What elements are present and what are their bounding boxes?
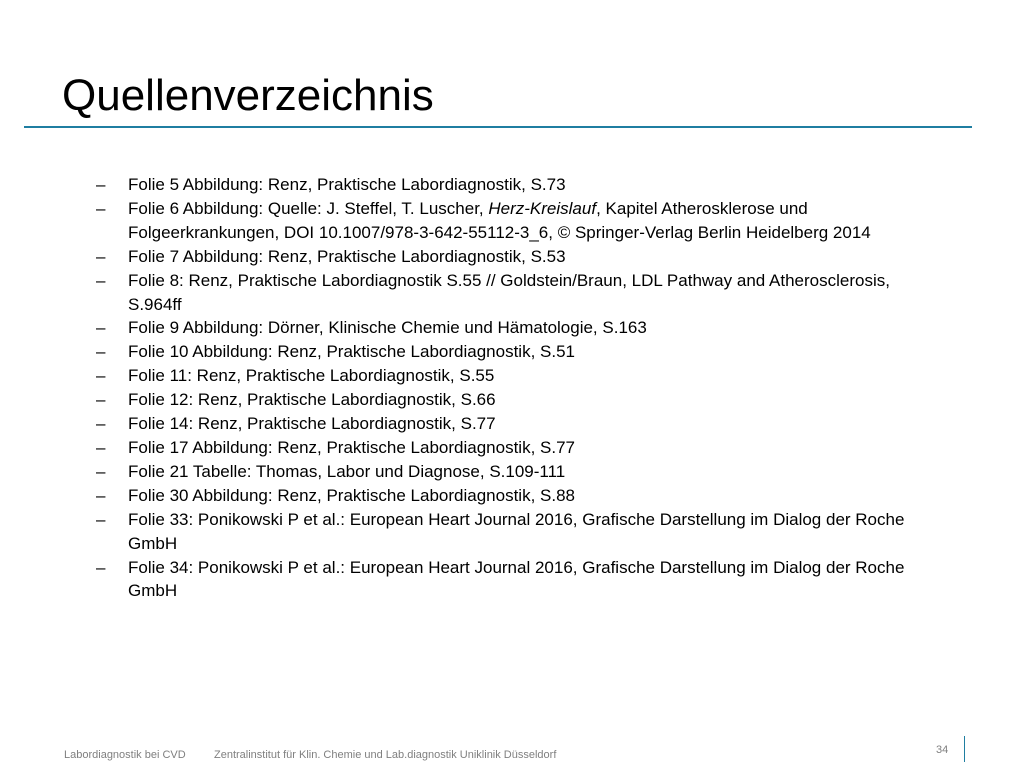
reference-segment: Folie 11: Renz, Praktische Labordiagnostik, S.55 <box>128 366 495 386</box>
dash-bullet-icon: – <box>96 437 106 457</box>
reference-segment: Folie 7 Abbildung: Renz, Praktische Labordiagnostik, S.53 <box>128 246 566 266</box>
reference-item <box>90 460 920 484</box>
reference-text <box>128 199 871 242</box>
reference-segment: Folie 9 Abbildung: Dörner, Klinische Chemie und Hämatologie, S.163 <box>128 318 647 338</box>
reference-segment: Folie 12: Renz, Praktische Labordiagnostik, S.66 <box>128 390 496 410</box>
reference-text <box>128 175 566 194</box>
reference-text <box>128 558 904 601</box>
reference-item <box>90 245 920 269</box>
dash-bullet-icon: – <box>96 461 106 481</box>
reference-segment: Folie 33: Ponikowski P et al.: European Heart Journal 2016, Grafische Darstellung im Dialog der Roche GmbH <box>128 509 905 553</box>
reference-text <box>128 438 575 457</box>
dash-bullet-icon: – <box>96 509 106 529</box>
reference-text <box>128 271 890 314</box>
dash-bullet-icon: – <box>96 366 106 386</box>
reference-text <box>128 342 575 361</box>
title-divider <box>24 126 972 128</box>
slide-title: Quellenverzeichnis <box>62 71 434 120</box>
reference-item <box>90 436 920 460</box>
reference-item <box>90 556 920 604</box>
reference-segment: Folie 14: Renz, Praktische Labordiagnostik, S.77 <box>128 414 496 434</box>
reference-segment: Folie 17 Abbildung: Renz, Praktische Labordiagnostik, S.77 <box>128 437 575 457</box>
reference-text <box>128 510 904 553</box>
reference-segment: Folie 30 Abbildung: Renz, Praktische Labordiagnostik, S.88 <box>128 485 575 505</box>
reference-segment: Folie 5 Abbildung: Renz, Praktische Labordiagnostik, S.73 <box>128 175 566 194</box>
reference-segment: Folie 10 Abbildung: Renz, Praktische Labordiagnostik, S.51 <box>128 342 575 362</box>
reference-segment: Folie 21 Tabelle: Thomas, Labor und Diagnose, S.109-111 <box>128 461 566 481</box>
footer-institute: Zentralinstitut für Klin. Chemie und Lab.diagnostik Uniklinik Düsseldorf <box>214 749 557 761</box>
reference-segment: Folie 6 Abbildung: Quelle: J. Steffel, T. Luscher, <box>128 198 489 218</box>
dash-bullet-icon: – <box>96 557 106 577</box>
reference-list <box>90 173 920 603</box>
reference-segment: Folie 34: Ponikowski P et al.: European Heart Journal 2016, Grafische Darstellung im Dialog der Roche GmbH <box>128 557 905 601</box>
footer-divider <box>964 736 965 762</box>
reference-item <box>90 269 920 317</box>
reference-text <box>128 390 496 409</box>
reference-item <box>90 173 920 197</box>
dash-bullet-icon: – <box>96 390 106 410</box>
dash-bullet-icon: – <box>96 175 106 194</box>
dash-bullet-icon: – <box>96 270 106 290</box>
reference-title-italic: Herz-Kreislauf <box>488 198 597 218</box>
dash-bullet-icon: – <box>96 414 106 434</box>
reference-item <box>90 340 920 364</box>
reference-segment: , Kapitel Atherosklerose und Folgeerkrankungen, DOI 10.1007/978-3-642-55112-3_6, © Springer-Verlag Berlin Heidelberg 2014 <box>128 198 871 242</box>
reference-text <box>128 318 647 337</box>
reference-text <box>128 414 496 433</box>
page-number: 34 <box>936 744 949 756</box>
reference-item <box>90 412 920 436</box>
reference-text <box>128 366 494 385</box>
dash-bullet-icon: – <box>96 342 106 362</box>
dash-bullet-icon: – <box>96 485 106 505</box>
reference-item <box>90 484 920 508</box>
reference-item <box>90 197 920 245</box>
dash-bullet-icon: – <box>96 318 106 338</box>
footer-course-title: Labordiagnostik bei CVD <box>64 749 186 761</box>
reference-segment: Folie 8: Renz, Praktische Labordiagnostik S.55 // Goldstein/Braun, LDL Pathway and Atherosclerosis, S.964ff <box>128 270 890 314</box>
reference-item <box>90 364 920 388</box>
dash-bullet-icon: – <box>96 198 106 218</box>
reference-text <box>128 247 566 266</box>
reference-text <box>128 462 565 481</box>
reference-item <box>90 508 920 556</box>
reference-item <box>90 316 920 340</box>
reference-text <box>128 486 575 505</box>
dash-bullet-icon: – <box>96 246 106 266</box>
reference-item <box>90 388 920 412</box>
